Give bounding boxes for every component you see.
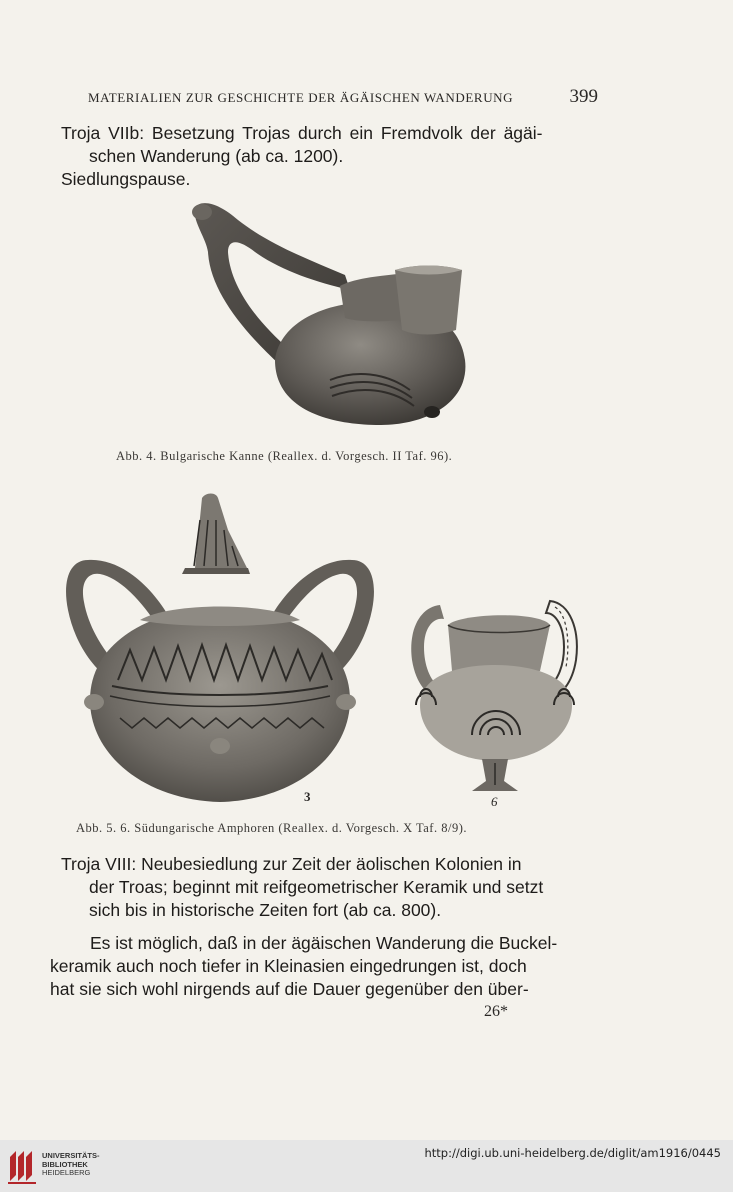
figure-5-6-caption: Abb. 5. 6. Südungarische Amphoren (Reallex. d. Vorgesch. X Taf. 8/9). bbox=[76, 821, 467, 835]
library-name-line: HEIDELBERG bbox=[42, 1168, 91, 1177]
paragraph-siedlungspause: Siedlungspause. bbox=[61, 169, 191, 189]
paragraph-line: schen Wanderung (ab ca. 1200). bbox=[89, 146, 344, 166]
paragraph-buckelkeramik bbox=[50, 932, 595, 1001]
page-number: 399 bbox=[569, 86, 598, 107]
figure-number-3: 3 bbox=[304, 789, 311, 804]
paragraph-line: Es ist möglich, daß in der ägäischen Wanderung die Buckel- bbox=[90, 933, 558, 953]
paragraph-line: Troja VIII: Neubesiedlung zur Zeit der äolischen Kolonien in bbox=[61, 854, 522, 874]
figure-4-jug-illustration bbox=[180, 190, 480, 435]
figure-6-amphora-illustration bbox=[400, 585, 590, 810]
figure-5-amphora-illustration bbox=[60, 490, 380, 810]
figure-4-caption: Abb. 4. Bulgarische Kanne (Reallex. d. Vorgesch. II Taf. 96). bbox=[116, 449, 453, 463]
university-library-logo-icon[interactable] bbox=[6, 1147, 38, 1185]
signature-mark: 26* bbox=[484, 1003, 508, 1020]
library-name-line: UNIVERSITÄTS- bbox=[42, 1151, 100, 1160]
paragraph-line: der Troas; beginnt mit reifgeometrischer Keramik und setzt bbox=[89, 877, 544, 897]
document-url-link[interactable]: http://digi.ub.uni-heidelberg.de/diglit/am1916/0445 bbox=[424, 1146, 721, 1160]
paragraph-line: Troja VIIb: Besetzung Trojas durch ein Fremdvolk der ägäi- bbox=[61, 123, 543, 143]
paragraph-line: hat sie sich wohl nirgends auf die Dauer gegenüber den über- bbox=[50, 979, 529, 999]
library-name-line: BIBLIOTHEK bbox=[42, 1159, 88, 1169]
paragraph-line: keramik auch noch tiefer in Kleinasien eingedrungen ist, doch bbox=[50, 956, 527, 976]
library-footer bbox=[0, 1140, 733, 1192]
figure-number-6: 6 bbox=[491, 794, 498, 809]
paragraph-line: sich bis in historische Zeiten fort (ab ca. 800). bbox=[89, 900, 442, 920]
running-head-title: MATERIALIEN ZUR GESCHICHTE DER ÄGÄISCHEN WANDERUNG bbox=[88, 90, 514, 105]
library-name[interactable] bbox=[42, 1152, 100, 1178]
paragraph-troja-viib bbox=[61, 122, 601, 168]
paragraph-troja-viii bbox=[61, 853, 601, 922]
